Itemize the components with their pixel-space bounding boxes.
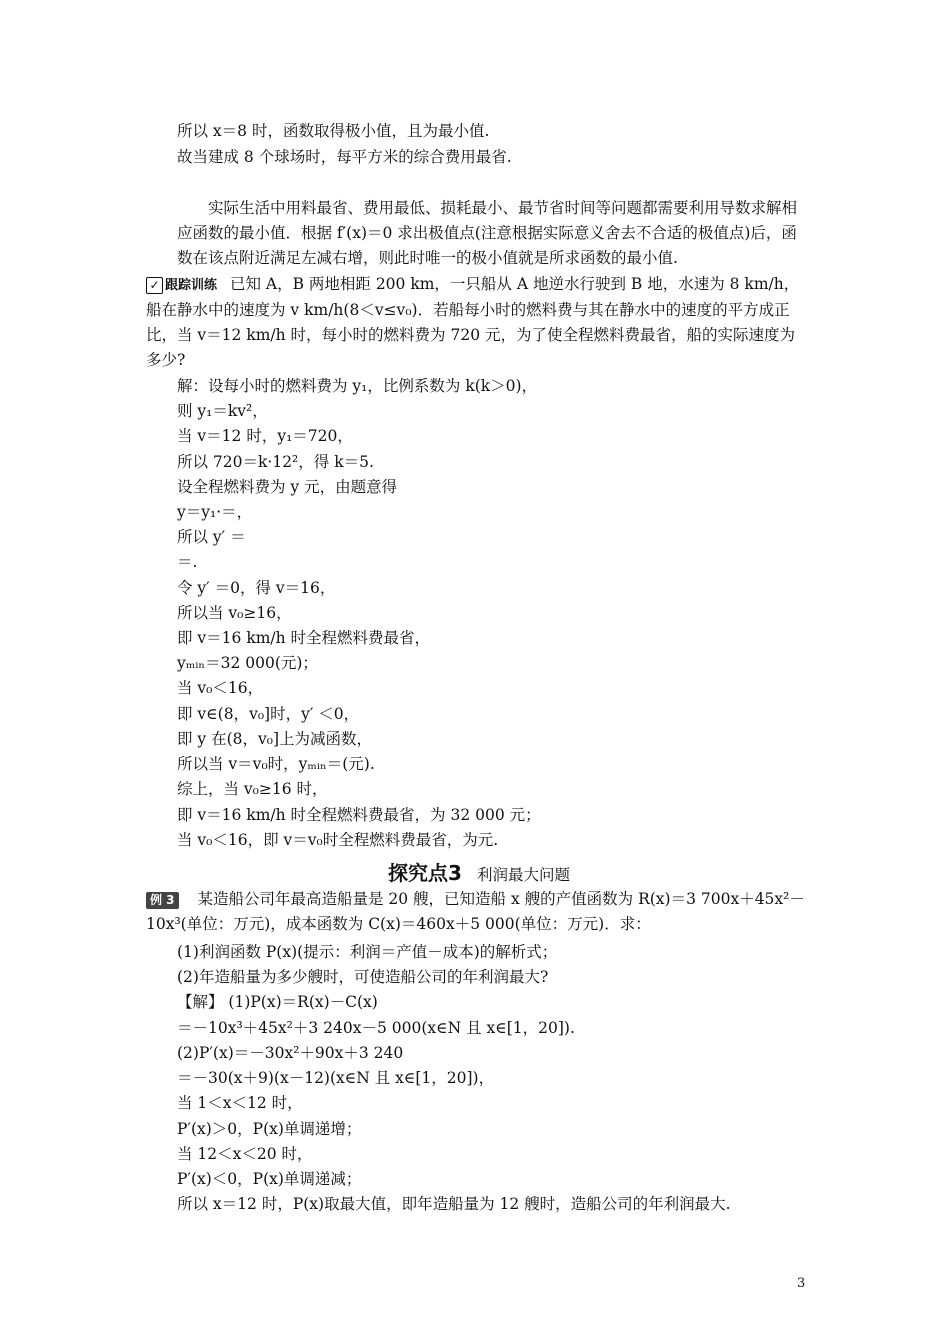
check-icon: ✓	[146, 277, 163, 294]
solution-line: 所以当 v＝v₀时，yₘᵢₙ＝(元).	[177, 755, 375, 773]
practice-problem	[146, 272, 806, 373]
solution-line: 所以 y′ ＝	[177, 528, 246, 546]
example-line: ＝－30(x＋9)(x－12)(x∈N 且 x∈[1，20])，	[177, 1069, 495, 1087]
solution-line: 设全程燃料费为 y 元，由题意得	[177, 478, 398, 496]
example-line: (2)年造船量为多少艘时，可使造船公司的年利润最大?	[177, 968, 549, 986]
solution-line: 即 v＝16 km/h 时全程燃料费最省，	[177, 629, 431, 647]
solution-line: 当 v₀＜16，即 v＝v₀时全程燃料费最省，为元.	[177, 831, 499, 849]
section-title: 探究点3	[388, 861, 462, 885]
solution-line: 当 v₀＜16，	[177, 679, 264, 697]
text-line: 故当建成 8 个球场时，每平方米的综合费用最省.	[177, 148, 512, 166]
solution-line: 令 y′ ＝0，得 v＝16，	[177, 579, 336, 597]
section-subtitle: 利润最大问题	[477, 866, 571, 884]
practice-badge	[146, 273, 217, 298]
solution-line: yₘᵢₙ＝32 000(元)；	[177, 654, 318, 672]
solution-line: 即 v∈(8，v₀]时，y′ ＜0，	[177, 705, 360, 723]
example-line: 当 1＜x＜12 时，	[177, 1094, 303, 1112]
solution-line: 解：设每小时的燃料费为 y₁，比例系数为 k(k＞0)，	[177, 377, 538, 395]
practice-badge-label: 跟踪训练	[165, 278, 218, 293]
example-problem-text: 某造船公司年最高造船量是 20 艘，已知造船 x 艘的产值函数为 R(x)＝3 700x＋45x²－10x³(单位：万元)，成本函数为 C(x)＝460x＋5 000(单位：万元)．求：	[146, 890, 805, 933]
example-line: ＝－10x³＋45x²＋3 240x－5 000(x∈N 且 x∈[1，20]).	[177, 1019, 575, 1037]
solution-line: 所以 720＝k·12²，得 k＝5.	[177, 453, 374, 471]
example-tag: 例 3	[146, 892, 179, 909]
solution-line: ＝.	[177, 553, 198, 571]
example-line: 当 12＜x＜20 时，	[177, 1145, 313, 1163]
practice-problem-text: 已知 A，B 两地相距 200 km，一只船从 A 地逆水行驶到 B 地，水速为 8 km/h，船在静水中的速度为 v km/h(8＜v≤v₀)．若船每小时的燃料费与其在静水中的速度的平方成正比，当 v＝12 km/h 时，每小时的燃料费为 720 元，为了使全程燃料费最省，船的实际速度为多少?	[146, 275, 800, 369]
example-line: (2)P′(x)＝－30x²＋90x＋3 240	[177, 1044, 404, 1062]
solution-line: 当 v＝12 时，y₁＝720，	[177, 427, 353, 445]
section-heading	[388, 857, 570, 886]
example-line: P′(x)＞0，P(x)单调递增；	[177, 1120, 362, 1138]
example-line: P′(x)＜0，P(x)单调递减；	[177, 1170, 362, 1188]
example-line: (1)利润函数 P(x)(提示：利润＝产值－成本)的解析式；	[177, 943, 558, 961]
solution-line: 即 y 在(8，v₀]上为减函数，	[177, 730, 373, 748]
example-line: 所以 x＝12 时，P(x)取最大值，即年造船量为 12 艘时，造船公司的年利润最大.	[177, 1195, 731, 1213]
summary-paragraph: 实际生活中用料最省、费用最低、损耗最小、最节省时间等问题都需要利用导数求解相应函数的最小值．根据 f′(x)＝0 求出极值点(注意根据实际意义舍去不合适的极值点)后，函数在该点附近满足左减右增，则此时唯一的极小值就是所求函数的最小值.	[177, 199, 798, 267]
solution-line: 即 v＝16 km/h 时全程燃料费最省，为 32 000 元；	[177, 806, 541, 824]
solution-line: 所以当 v₀≥16，	[177, 604, 292, 622]
example-line: 【解】 (1)P(x)＝R(x)－C(x)	[177, 993, 378, 1011]
page-number: 3	[797, 1276, 806, 1291]
text-line: 所以 x＝8 时，函数取得极小值，且为最小值.	[177, 122, 490, 140]
solution-line: 则 y₁＝kv²，	[177, 402, 268, 420]
example-problem	[146, 887, 806, 937]
solution-line: 综上，当 v₀≥16 时，	[177, 780, 328, 798]
solution-line: y＝y₁·＝，	[177, 503, 253, 521]
